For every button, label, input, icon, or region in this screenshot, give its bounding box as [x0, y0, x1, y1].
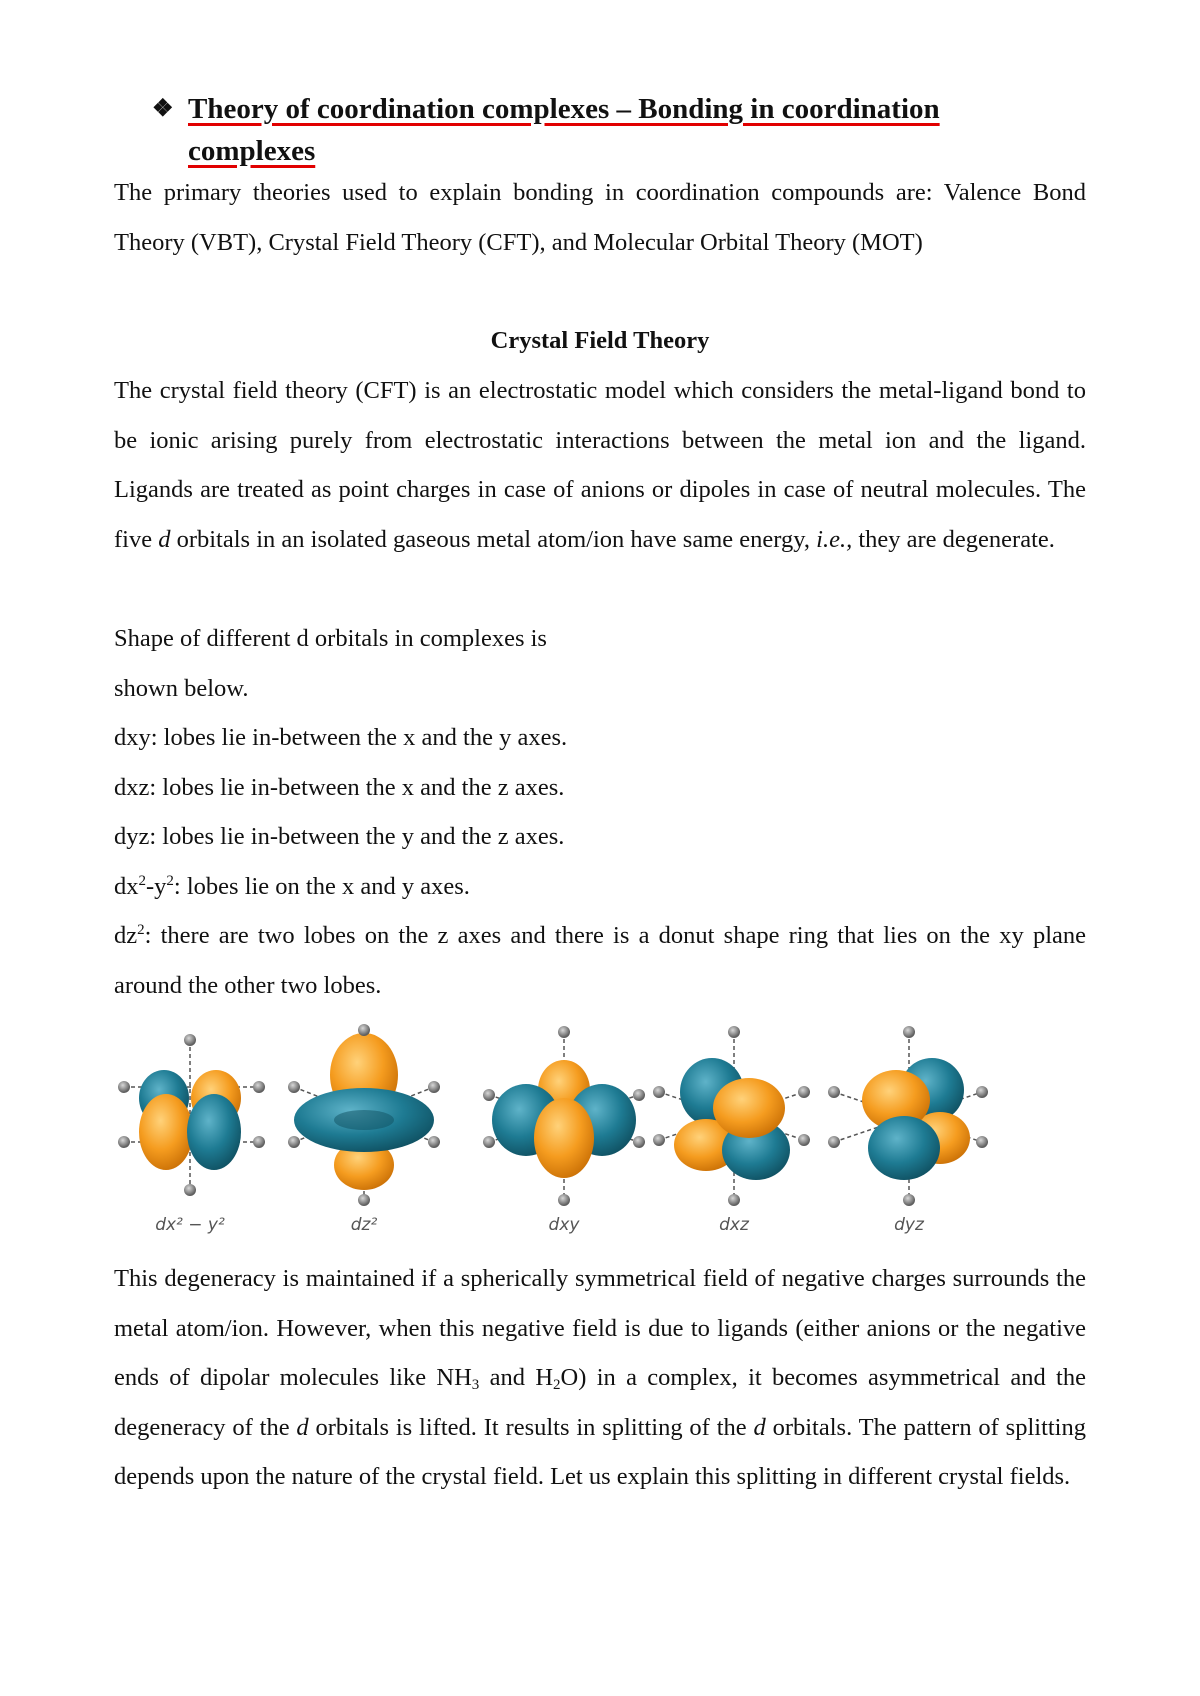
orbital-dxy: [483, 1026, 645, 1206]
dx2y2-a: dx: [114, 872, 139, 900]
heading-line-1: Theory of coordination complexes – Bonding in coordination: [188, 93, 940, 125]
dx2y2-sup2: 2: [166, 872, 174, 889]
shape-line-2: shown below.: [114, 674, 249, 702]
deg-text-f: orbitals. The pattern of splitting depends upon the nature of the crystal field. Let us explain this splitting in different crystal fields.: [114, 1413, 1086, 1490]
deg-text-e: orbitals is lifted. It results in splitting of the: [308, 1413, 754, 1441]
deg-text-a: This degeneracy is maintained if a spherically symmetrical field of negative charges surrounds the metal atom/ion. However, when this negative field is due to ligands (either anions or the negative ends of dipolar molecules like NH: [114, 1265, 1086, 1391]
dx2y2-description: [114, 862, 1086, 912]
degeneracy-paragraph: [114, 1254, 1086, 1502]
cft-ie-italic: i.e.,: [816, 525, 853, 553]
heading-line-2: complexes: [188, 135, 316, 167]
deg-d-italic-1: d: [296, 1413, 309, 1441]
label-dx2-y2: dx² − y²: [155, 1215, 225, 1235]
orbital-dyz: [828, 1026, 988, 1206]
d-orbital-figure: [114, 1020, 1086, 1240]
cft-text-2: orbitals in an isolated gaseous metal atom/ion have same energy,: [170, 525, 817, 553]
dxz-description: dxz: lobes lie in-between the x and the z axes.: [114, 773, 565, 801]
label-dxy: dxy: [548, 1215, 580, 1235]
label-dz2: dz²: [350, 1215, 378, 1235]
cft-d-italic: d: [158, 525, 171, 553]
shape-line-1: Shape of different d orbitals in complexes is: [114, 625, 547, 652]
label-dxz: dxz: [719, 1215, 749, 1235]
dx2y2-sup1: 2: [138, 872, 146, 889]
deg-sub-1: 3: [471, 1377, 480, 1393]
dz2-b: : there are two lobes on the z axes and there is a donut shape ring that lies on the xy plane around the other two lobes.: [114, 922, 1086, 999]
intro-paragraph: The primary theories used to explain bonding in coordination compounds are: Valence Bond Theory (VBT), Crystal Field Theory (CFT), and Molecular Orbital Theory (MOT): [114, 179, 1086, 256]
deg-text-b: and H: [479, 1364, 554, 1391]
dz2-description: [114, 911, 1086, 1010]
diamond-bullet-icon: ❖: [152, 96, 174, 122]
deg-d-italic-2: d: [753, 1413, 766, 1441]
cft-text-1: The crystal field theory (CFT) is an electrostatic model which considers the metal-ligand bond to be ionic arising purely from electrostatic interactions between the metal ion and the ligand. Ligands are treated as point charges in case of anions or dipoles in case of neutral molecules. The five: [114, 377, 1086, 553]
dx2y2-b: -y: [146, 872, 167, 900]
dz2-a: dz: [114, 922, 138, 949]
dx2y2-c: : lobes lie on the x and y axes.: [173, 872, 470, 900]
dz2-sup: 2: [137, 922, 145, 938]
orbital-shape-list: [114, 614, 1086, 1010]
label-dyz: dyz: [894, 1215, 924, 1235]
cft-paragraph: [114, 366, 1086, 564]
orbital-dz2: [288, 1024, 440, 1206]
deg-text-c: O) in a complex, it becomes asymmetrical and the degeneracy of the: [114, 1364, 1086, 1441]
orbital-dxz: [653, 1026, 810, 1206]
orbital-dx2-y2: [118, 1034, 265, 1196]
deg-sub-2: 2: [553, 1377, 561, 1393]
section-title: Crystal Field Theory: [490, 327, 710, 354]
dxy-description: dxy: lobes lie in-between the x and the y axes.: [114, 724, 568, 751]
dyz-description: dyz: lobes lie in-between the y and the z axes.: [114, 823, 565, 850]
cft-text-3: they are degenerate.: [852, 525, 1055, 553]
